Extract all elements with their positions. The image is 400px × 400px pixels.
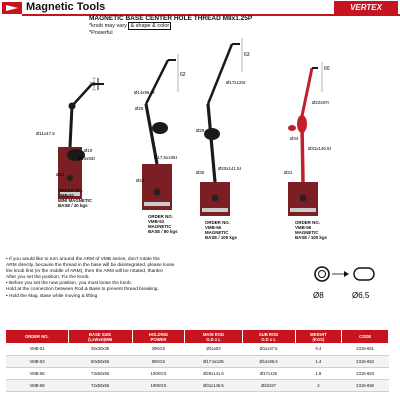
outer-diameter-icon: [315, 267, 329, 281]
table-header-row: [6, 330, 389, 343]
vmb-58-order-label: ORDER NO. VMB-58 MAGNETIC BASE / 100 kgs: [295, 220, 327, 240]
vmb-56-dim-knob: Ø29: [196, 128, 205, 133]
vmb-56-main-rod: [208, 104, 215, 182]
vmb-51-dim-mainrod: Ø15x93ℓ: [78, 156, 95, 161]
vmb-56-knob: [204, 128, 220, 140]
vmb-51-switch-knob: [67, 175, 73, 181]
brand-logo: VERTEX: [334, 1, 398, 14]
vmb-53-dim-height: 62: [180, 72, 186, 78]
vmb-58-dim-height: 60: [324, 66, 330, 72]
header: [0, 0, 400, 36]
vmb-56-sub-rod: [208, 44, 232, 104]
vmb-56-dim-height: 63: [244, 52, 250, 58]
col-code: CODE: [342, 330, 389, 343]
vmb-58-dim-mainrod: Ø31x146.5ℓ: [308, 146, 331, 151]
vmb-58-illustration: [284, 62, 331, 216]
vmb-51-order-label: ORDER NO. VMB-51 MINI MAGNETIC BASE / 30 kgs: [58, 188, 92, 208]
vmb-53-order-label: ORDER NO. VMB-53 MAGNETIC BASE / 80 kgs: [148, 214, 178, 234]
vmb-53-knob: [152, 122, 168, 134]
note-line: the knob first (in the middle of ARM), then the ARM will be rotated, thanks!: [6, 269, 164, 275]
subtitle: MAGNETIC BASE CENTER HOLE THREAD M8x1.25P: [89, 15, 253, 22]
page-title: Magnetic Tools: [26, 1, 106, 13]
vmb-53-dim-knob: Ø25: [135, 106, 144, 111]
vmb-56-dim-base: Ø30: [196, 170, 205, 175]
rod-section-icon: [354, 268, 374, 280]
vmb-53-dim-base: Ø21: [136, 178, 145, 183]
vmb-56-dim-mainrod: Ø20x141.5ℓ: [218, 166, 241, 171]
vmb-53-switch-knob: [154, 189, 161, 196]
vmb-51-dim-knob: Ø19: [84, 148, 93, 153]
diameter-8-label: Ø8: [313, 291, 324, 300]
bullet-powerful: *Powerful: [89, 30, 113, 36]
vmb-58-dim-subrod: Ø22x97ℓ: [312, 100, 329, 105]
vmb-58-joint: [297, 115, 307, 133]
table-row: VMB-58 72x50x55 100KGS Ø31x146.5 Ø22x97 2 2315-655: [6, 379, 389, 391]
note-line: Hold at the connection between Rod & Base to prevent thread breaking.: [6, 287, 159, 293]
product-diagram: [0, 32, 400, 250]
diameter-diagram: [282, 258, 392, 310]
note-line: ARM directly, because the thread in the base will be disintegrated, please loose: [6, 263, 175, 269]
table-row: VMB-53 50x50x55 80KGS Ø17.5x105 Ø14x96.5 1.4 2315-652: [6, 355, 389, 367]
spec-table: [6, 330, 389, 392]
vmb-51-illustration: [36, 78, 104, 199]
vmb-53-dim-subrod: Ø14x96.5ℓ: [134, 90, 155, 95]
vmb-53-dim-mainrod: Ø17.5x105ℓ: [154, 155, 177, 160]
bullet-knob: *knob may vary & shape & color: [89, 23, 170, 29]
vmb-56-switch-knob: [212, 195, 219, 202]
note-line: After you set the position, Fix the Knob.: [6, 275, 90, 281]
vmb-53-illustration: [134, 54, 186, 210]
vmb-58-sub-rod: [302, 68, 312, 116]
col-order-no: ORDER NO.: [6, 330, 68, 343]
vmb-56-dim-subrod: Ø17x125ℓ: [226, 80, 246, 85]
vmb-56-order-label: ORDER NO. VMB-56 MAGNETIC BASE / 100 kgs: [205, 220, 237, 240]
note-line: • Before you set the new position, you must loose the knob.: [6, 281, 132, 287]
table-row: VMB-51 35x30x35 30KGS Ø11x53 Ø11x47.5 0.4 2315-651: [6, 343, 389, 355]
col-weight: WEIGHT (KGS): [295, 330, 342, 343]
table-row: VMB-56 73x50x55 100KGS Ø20x141.5 Ø17x125 1.8 2315-653: [6, 367, 389, 379]
vmb-58-dim-knob: Ø34: [290, 136, 299, 141]
vmb-53-sub-rod: [146, 60, 168, 104]
col-main-rod: MAIN ROD O.D x L: [185, 330, 242, 343]
note-line: • Hold the Mag. Base while moving & lifting: [6, 293, 98, 299]
vmb-56-illustration: [196, 38, 250, 216]
vmb-51-sub-rod: [72, 84, 92, 106]
vmb-58-dim-base: Ø31: [284, 170, 293, 175]
vmb-51-main-rod: [70, 106, 72, 147]
col-holding-power: HOLDING POWER: [132, 330, 185, 343]
note-line: • If you would like to turn around the ARM of VMB series, don't rotate the: [6, 257, 160, 262]
vmb-51-dim-subrod: Ø11x47.5: [36, 131, 55, 136]
arrow-logo-icon: [2, 2, 22, 14]
col-base-size: BASE SIZE (LxWxH)MM: [68, 330, 132, 343]
diameter-6-5-label: Ø6.5: [352, 291, 370, 300]
usage-notes: [6, 257, 281, 300]
vmb-58-switch-knob: [300, 195, 307, 202]
vmb-51-dim-base: Ø21: [56, 172, 65, 177]
vmb-51-dim-height: 20: [90, 82, 96, 88]
col-sub-rod: SUB ROD O.D x L: [242, 330, 295, 343]
vmb-58-knob: [288, 125, 296, 131]
